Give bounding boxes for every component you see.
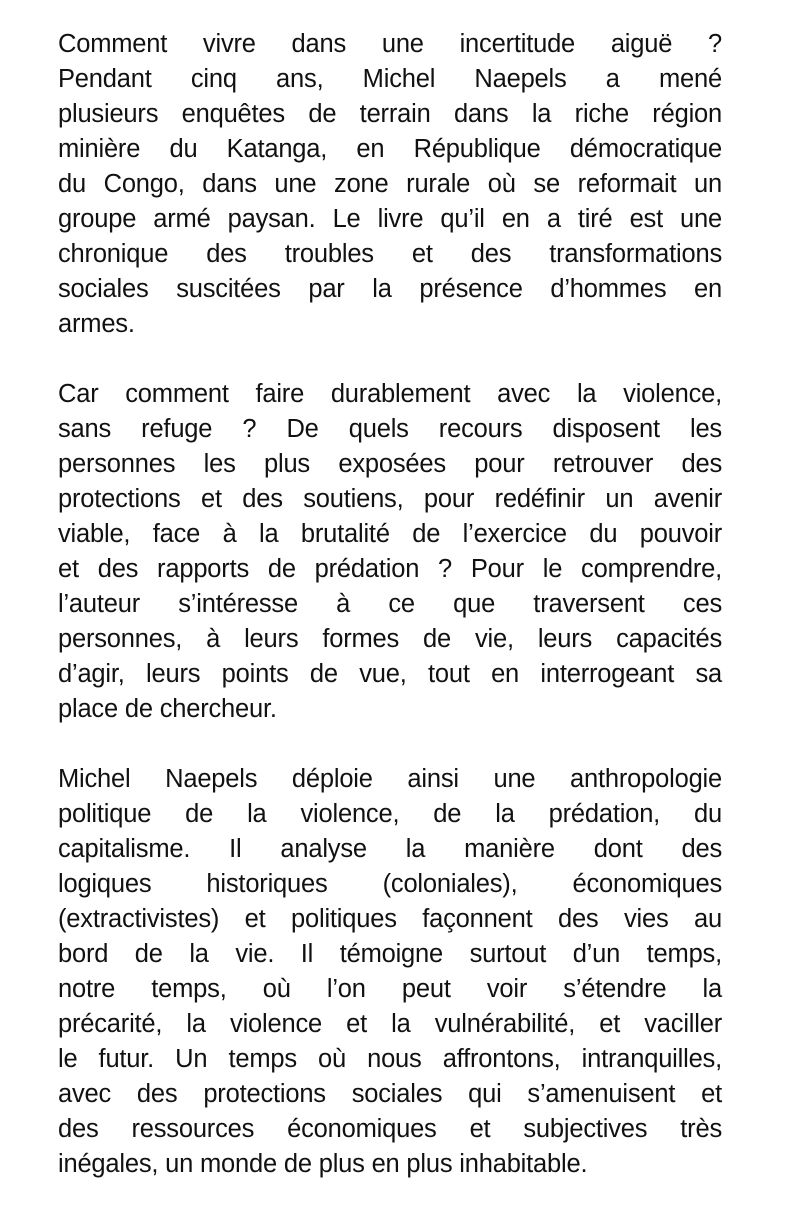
text-line: d’agir, leurs points de vue, tout en interrogeant sa: [58, 660, 722, 688]
text-line: sans refuge ? De quels recours disposent les: [58, 415, 722, 443]
text-line: viable, face à la brutalité de l’exercice du pouvoir: [58, 520, 722, 548]
text-line: des ressources économiques et subjectives très: [58, 1115, 722, 1143]
text-line: notre temps, où l’on peut voir s’étendre la: [58, 975, 722, 1003]
text-line: place de chercheur.: [58, 695, 277, 723]
text-line: personnes, à leurs formes de vie, leurs capacités: [58, 625, 722, 653]
text-line: Michel Naepels déploie ainsi une anthropologie: [58, 765, 722, 793]
text-line: groupe armé paysan. Le livre qu’il en a tiré est une: [58, 205, 722, 233]
paragraph-2: [58, 377, 722, 727]
paragraph-1: [58, 27, 722, 342]
paragraph-3: [58, 762, 722, 1182]
text-line: politique de la violence, de la prédation, du: [58, 800, 722, 828]
text-line: (extractivistes) et politiques façonnent des vies au: [58, 905, 722, 933]
text-line: l’auteur s’intéresse à ce que traversent ces: [58, 590, 722, 618]
text-line: inégales, un monde de plus en plus inhabitable.: [58, 1150, 588, 1178]
text-line: logiques historiques (coloniales), économiques: [58, 870, 722, 898]
text-line: du Congo, dans une zone rurale où se reformait un: [58, 170, 722, 198]
text-line: personnes les plus exposées pour retrouver des: [58, 450, 722, 478]
text-line: bord de la vie. Il témoigne surtout d’un temps,: [58, 940, 722, 968]
document-body: [58, 27, 722, 1217]
text-line: minière du Katanga, en République démocratique: [58, 135, 722, 163]
text-line: sociales suscitées par la présence d’hommes en: [58, 275, 722, 303]
text-line: capitalisme. Il analyse la manière dont des: [58, 835, 722, 863]
text-line: avec des protections sociales qui s’amenuisent et: [58, 1080, 722, 1108]
text-line: le futur. Un temps où nous affrontons, intranquilles,: [58, 1045, 722, 1073]
text-line: Pendant cinq ans, Michel Naepels a mené: [58, 65, 722, 93]
text-line: précarité, la violence et la vulnérabilité, et vaciller: [58, 1010, 722, 1038]
text-line: Comment vivre dans une incertitude aiguë ?: [58, 30, 722, 58]
text-line: et des rapports de prédation ? Pour le comprendre,: [58, 555, 722, 583]
text-line: Car comment faire durablement avec la violence,: [58, 380, 722, 408]
text-line: armes.: [58, 310, 135, 338]
text-line: chronique des troubles et des transformations: [58, 240, 722, 268]
text-line: plusieurs enquêtes de terrain dans la riche région: [58, 100, 722, 128]
text-line: protections et des soutiens, pour redéfinir un avenir: [58, 485, 722, 513]
